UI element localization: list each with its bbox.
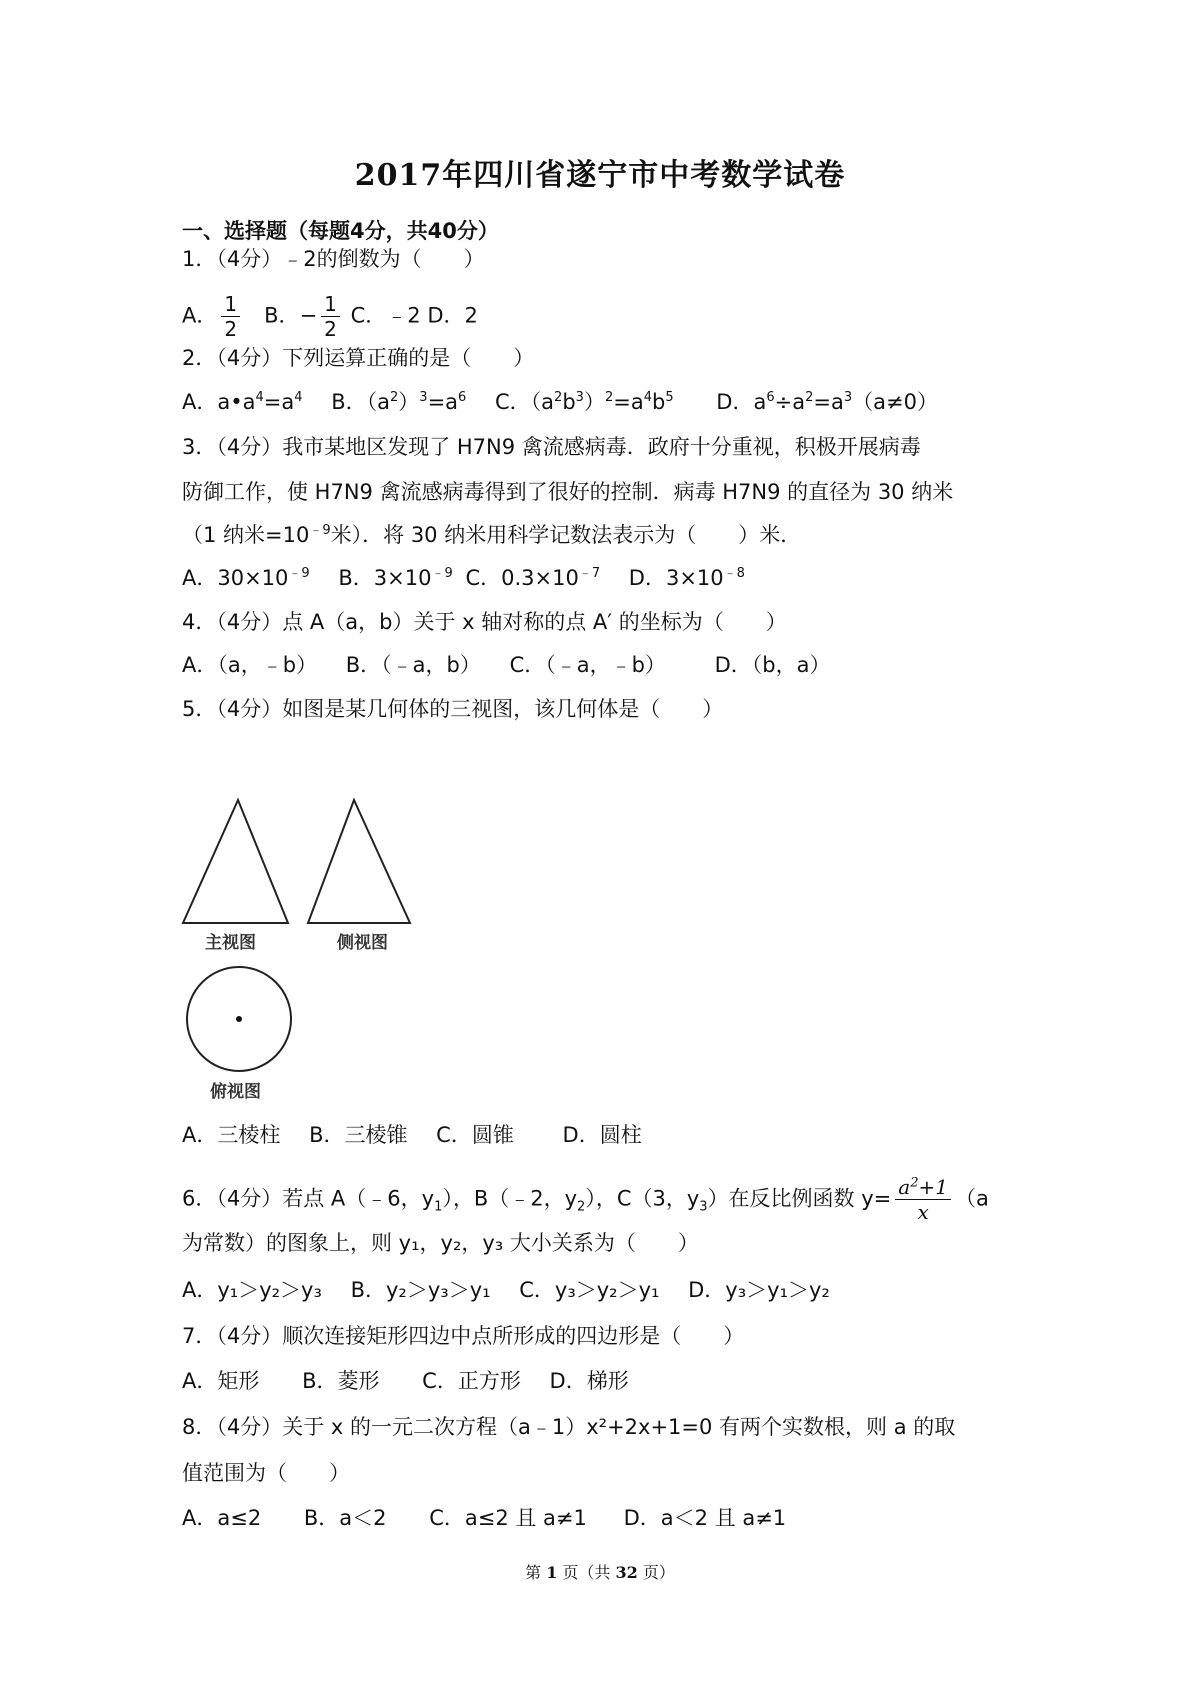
total-pages: 32 [615, 1563, 638, 1582]
question-4-stem: 4．（4分）点 A（a，b）关于 x 轴对称的点 A′ 的坐标为（ ） [182, 610, 787, 634]
question-5-options: A．三棱柱 B．三棱锥 C．圆锥 D．圆柱 [182, 1123, 642, 1147]
question-8-line-2: 值范围为（ ） [182, 1461, 350, 1485]
question-3-line-2: 防御工作，使 H7N9 禽流感病毒得到了很好的控制．病毒 H7N9 的直径为 30 纳米 [182, 480, 954, 504]
side-view-triangle [308, 800, 410, 923]
question-3-line-1: 3．（4分）我市某地区发现了 H7N9 禽流感病毒．政府十分重视，积极开展病毒 [182, 435, 921, 459]
question-3-options: A．$30\times 10^{﹣9}$ B．$3\times 10^{﹣9}$ C．$0.3\times 10^{﹣7}$ D．$3\times 10^{﹣8}$ [182, 566, 745, 590]
question-1-stem: 1．（4分）﹣2的倒数为（ ） [182, 247, 485, 271]
question-8-line-1: 8．（4分）关于 x 的一元二次方程（a﹣1）x²+2x+1=0 有两个实数根，则 a 的取 [182, 1415, 956, 1439]
fraction: $\frac{1}{2}$ [321, 292, 340, 341]
question-6-line-1: 6．（4分）若点 A（﹣6，$y_1$），B（﹣2，$y_2$），C（3，$y_3$）在反比例函数 y= $\frac{a^2+1}{x}$ （a [182, 1175, 989, 1224]
three-view-top-figure [180, 965, 300, 1080]
question-4-options: A．（a，﹣b） B．（﹣a，b） C．（﹣a，﹣b） D．（b，a） [182, 653, 831, 677]
fraction: $\frac{a^2+1}{x}$ [895, 1175, 951, 1224]
question-2-options: A．$a•a^4=a^4$ B．$(a^2)^3=a^6$ C．$(a^2b^3)^2=a^4b^5$ D．$a^6\div a^2=a^3(a\ne 0)$ [182, 390, 938, 414]
question-7-stem: 7．（4分）顺次连接矩形四边中点所形成的四边形是（ ） [182, 1324, 745, 1348]
page-footer: 第 1 页（共 32 页） [525, 1563, 675, 1582]
page-number: 1 [546, 1563, 558, 1582]
front-view-label: 主视图 [205, 933, 256, 953]
question-6-line-2: 为常数）的图象上，则 y₁，y₂，y₃ 大小关系为（ ） [182, 1231, 699, 1255]
fraction: $\frac{1}{2}$ [221, 292, 240, 341]
question-1-options: A． $\frac{1}{2}$ B．− $\frac{1}{2}$ C．﹣2 D．2 [182, 292, 478, 341]
front-view-triangle [183, 800, 288, 923]
top-view-center-dot [236, 1016, 242, 1022]
question-8-options: A．a≤2 B．a＜2 C．a≤2 且 a≠1 D．a＜2 且 a≠1 [182, 1506, 787, 1530]
page-title: 2017年四川省遂宁市中考数学试卷 [354, 158, 846, 193]
question-7-options: A．矩形 B．菱形 C．正方形 D．梯形 [182, 1369, 629, 1393]
question-6-options: A．y₁＞y₂＞y₃ B．y₂＞y₃＞y₁ C．y₃＞y₂＞y₁ D．y₃＞y₁＞y₂ [182, 1278, 830, 1302]
section-heading: 一、选择题（每题4分，共40分） [182, 219, 499, 243]
question-2-stem: 2．（4分）下列运算正确的是（ ） [182, 346, 535, 370]
question-5-stem: 5．（4分）如图是某几何体的三视图，该几何体是（ ） [182, 697, 724, 721]
side-view-label: 侧视图 [337, 933, 388, 953]
top-view-label: 俯视图 [210, 1082, 261, 1102]
question-3-line-3: （1 纳米$=10^{﹣9}$米）．将 30 纳米用科学记数法表示为（ ）米． [182, 523, 802, 547]
